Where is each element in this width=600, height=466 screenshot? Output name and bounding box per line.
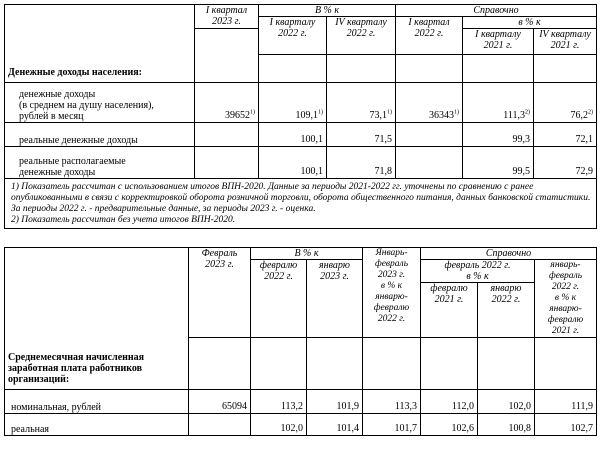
col-feb-2023: Февраль 2023 г. [189, 248, 251, 338]
footnote-1: 1) Показатель рассчитан с использованием итогов ВПН-2020. Данные за периоды 2021-2022 гг. уточнены по сравнению с ранее опубликованными в связи с корректировкой оборота розничной торговли, оборота общественного питания, данных банковской статистики. За периоды 2022 г. - предварительные данные, за периоды 2023 г. - оценка. [11, 182, 591, 214]
table-row: реальная 102,0 101,4 101,7 102,6 100,8 102,7 [5, 414, 597, 436]
col-q4-2022-pct: IV кварталу 2022 г. [327, 17, 396, 55]
group-feb-2022-pct: февраль 2022 г. в % к [421, 260, 535, 283]
col-q1-2021-pct: I кварталу 2021 г. [463, 29, 534, 55]
col-feb-2021-pct: февралю 2021 г. [421, 283, 478, 338]
header-empty-cell [5, 5, 195, 29]
header-empty-cell [195, 29, 259, 55]
col-feb-2022-pct: февралю 2022 г. [251, 260, 307, 338]
col-q1-2022-pct: I кварталу 2022 г. [259, 17, 327, 55]
col-jan-2023-pct: январю 2023 г. [307, 260, 363, 338]
group-reference: Справочно [396, 5, 597, 17]
row-label: денежные доходы (в среднем на душу населения), рублей в месяц [5, 83, 195, 123]
wage-table [4, 247, 597, 436]
group-percent-of: В % к [259, 5, 396, 17]
table-row: денежные доходы (в среднем на душу населения), рублей в месяц 39652$^{1)}$ 109,1$^{1)}$ 73,1$^{1)}$ 36343$^{1)}$ 111,3$^{2)}$ 76,2$^{2)}$ [5, 83, 597, 123]
col-q1-2023: I квартал 2023 г. [195, 5, 259, 29]
col-q4-2021-pct: IV кварталу 2021 г. [534, 29, 597, 55]
row-label: номинальная, рублей [5, 390, 189, 414]
page [4, 4, 596, 436]
header-empty-cell [5, 248, 189, 338]
section-title: Среднемесячная начисленная заработная плата работников организаций: [5, 338, 189, 390]
table-row: реальные располагаемые денежные доходы 100,1 71,8 99,5 72,9 [5, 147, 597, 179]
footnotes [4, 179, 597, 229]
header-empty-cell [5, 29, 195, 55]
col-jan-feb-2022-pct: январь- февраль 2022 г. в % к январю- февралю 2021 г. [535, 260, 597, 338]
section-title: Денежные доходы населения: [5, 55, 195, 83]
group-percent-of-ref: в % к [463, 17, 597, 29]
group-percent-of: В % к [251, 248, 363, 260]
col-jan-2022-pct: январю 2022 г. [478, 283, 535, 338]
col-jan-feb-2023-pct: Январь- февраль 2023 г. в % к январю- февралю 2022 г. [363, 248, 421, 338]
table-row: номинальная, рублей 65094 113,2 101,9 113,3 112,0 102,0 111,9 [5, 390, 597, 414]
row-label: реальные денежные доходы [5, 123, 195, 147]
row-label: реальные располагаемые денежные доходы [5, 147, 195, 179]
income-table [4, 4, 597, 179]
col-q1-2022: I квартал 2022 г. [396, 17, 463, 55]
row-label: реальная [5, 414, 189, 436]
table-row: реальные денежные доходы 100,1 71,5 99,3 72,1 [5, 123, 597, 147]
footnote-2: 2) Показатель рассчитан без учета итогов ВПН-2020. [11, 215, 236, 225]
group-reference: Справочно [421, 248, 597, 260]
